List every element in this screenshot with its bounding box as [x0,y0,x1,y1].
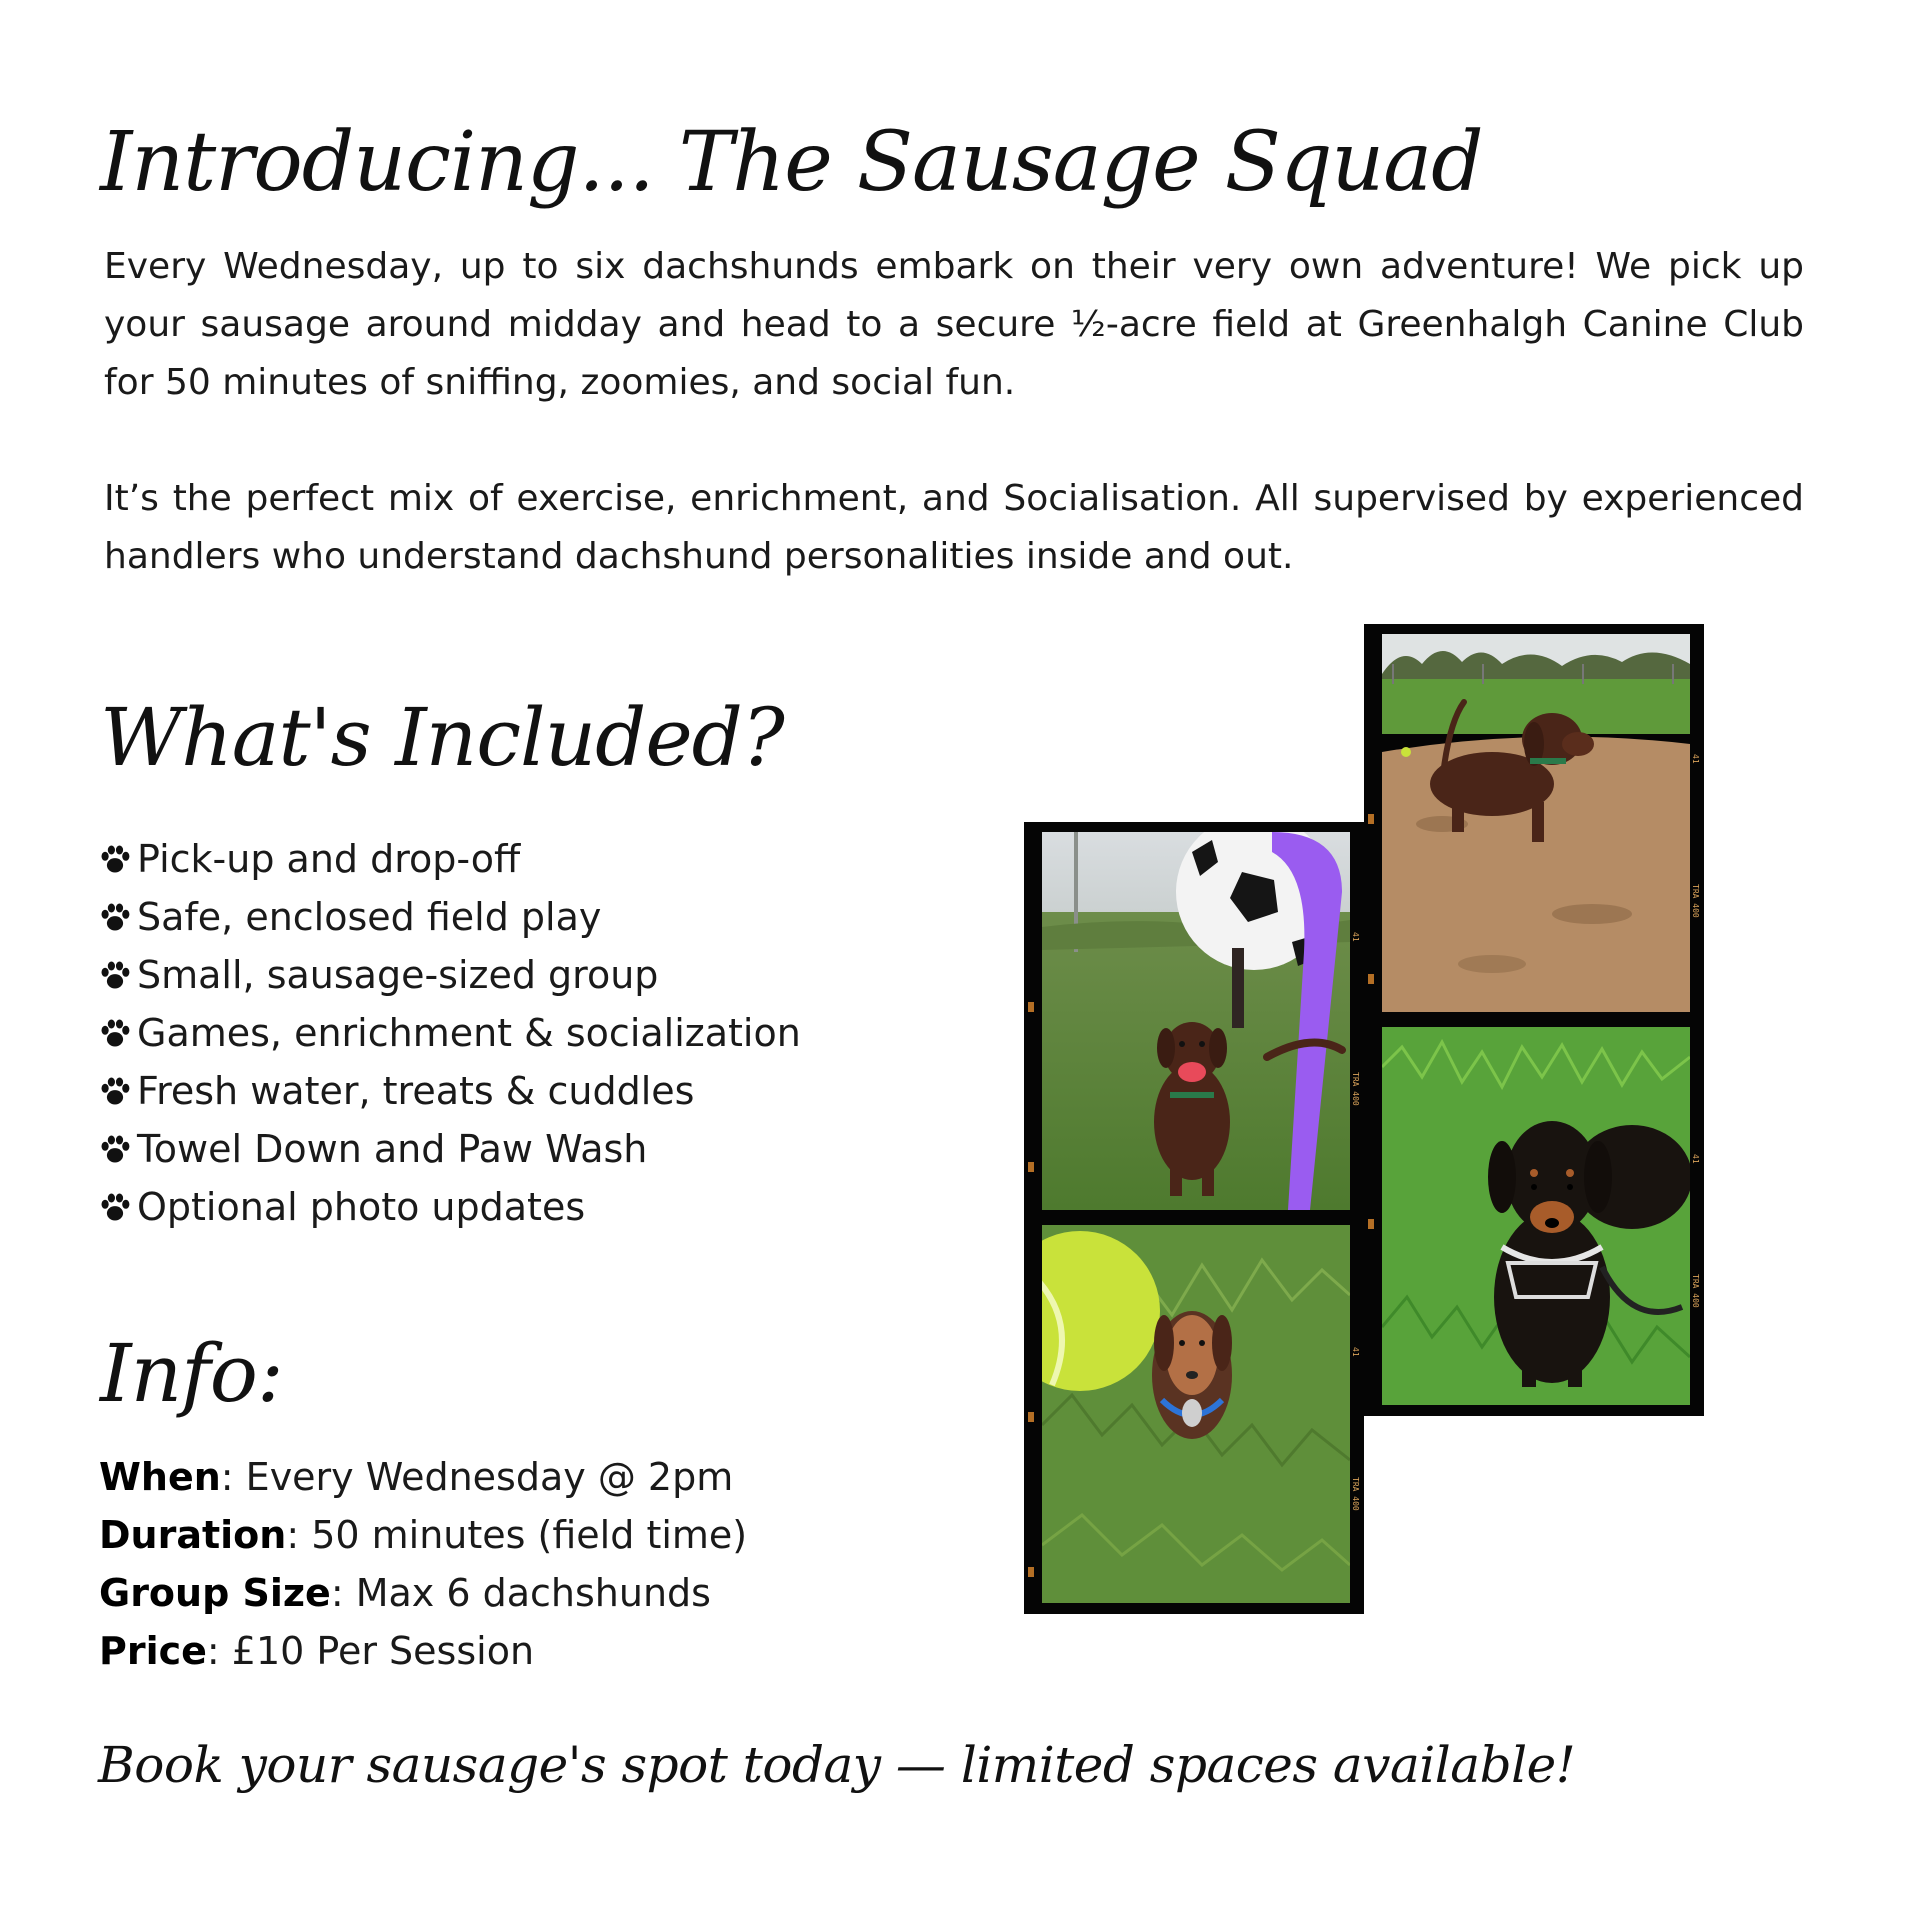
photo-black-tan-dog [1382,1027,1690,1405]
paw-print-icon [97,1073,133,1109]
included-item-label: Games, enrichment & socialization [137,1011,801,1055]
list-item [97,830,801,888]
info-value: : 50 minutes (field time) [286,1513,748,1557]
info-row-group-size [99,1564,747,1622]
paw-print-icon [97,1189,133,1225]
info-list [99,1448,747,1680]
info-value: : Every Wednesday @ 2pm [220,1455,734,1499]
film-sprocket [1368,974,1374,984]
film-strip-left [1024,822,1364,1614]
list-item [97,888,801,946]
included-item-label: Towel Down and Paw Wash [137,1127,648,1171]
film-frame-number: 41 [1691,754,1700,764]
list-item [97,946,801,1004]
list-item [97,1178,801,1236]
photo-dog-with-football [1042,832,1350,1210]
intro-paragraph: Every Wednesday, up to six dachshunds embark on their very own adventure! We pick up your sausage around midday and head to a secure ½-acre field at Greenhalgh Canine Club for 50 minutes of sniffing, zoomies, and social fun. [104,246,1804,403]
included-item-label: Optional photo updates [137,1185,586,1229]
included-list [97,830,801,1236]
included-item-label: Small, sausage-sized group [137,953,659,997]
film-frame-number: 41 [1691,1154,1700,1164]
film-sprocket [1028,1162,1034,1172]
list-item [97,1004,801,1062]
info-value: : £10 Per Session [206,1629,535,1673]
paw-print-icon [97,899,133,935]
info-row-price [99,1622,747,1680]
info-label: Group Size [99,1571,331,1615]
film-code: TRA 400 [1351,1072,1360,1106]
film-sprocket [1028,1002,1034,1012]
paw-print-icon [97,957,133,993]
page-title: Introducing... The Sausage Squad [100,115,1483,210]
film-code: TRA 400 [1691,1274,1700,1308]
paw-print-icon [97,841,133,877]
film-code: TRA 400 [1691,884,1700,918]
paw-print-icon [97,1015,133,1051]
film-sprocket [1368,1219,1374,1229]
included-item-label: Safe, enclosed field play [137,895,602,939]
photo-dog-on-sand [1382,634,1690,1012]
included-item-label: Fresh water, treats & cuddles [137,1069,695,1113]
photo-dog-with-tennis-ball [1042,1225,1350,1603]
info-value: : Max 6 dachshunds [330,1571,711,1615]
intro-paragraph-2: It’s the perfect mix of exercise, enrichment, and Socialisation. All supervised by experienced handlers who understand dachshund personalities inside and out. [104,478,1804,577]
info-row-when [99,1448,747,1506]
info-row-duration [99,1506,747,1564]
film-frame-number: 41 [1351,1347,1360,1357]
film-frame-number: 41 [1351,932,1360,942]
film-strip-right [1364,624,1704,1416]
paw-print-icon [97,1131,133,1167]
info-label: Duration [99,1513,287,1557]
included-heading: What's Included? [100,691,784,784]
info-label: When [99,1455,221,1499]
film-code: TRA 400 [1351,1477,1360,1511]
film-sprocket [1028,1412,1034,1422]
list-item [97,1120,801,1178]
film-sprocket [1368,814,1374,824]
list-item [97,1062,801,1120]
info-heading: Info: [100,1327,283,1420]
included-item-label: Pick-up and drop-off [137,837,521,881]
booking-call-to-action: Book your sausage's spot today — limited spaces available! [98,1736,1576,1794]
info-label: Price [99,1629,207,1673]
film-sprocket [1028,1567,1034,1577]
